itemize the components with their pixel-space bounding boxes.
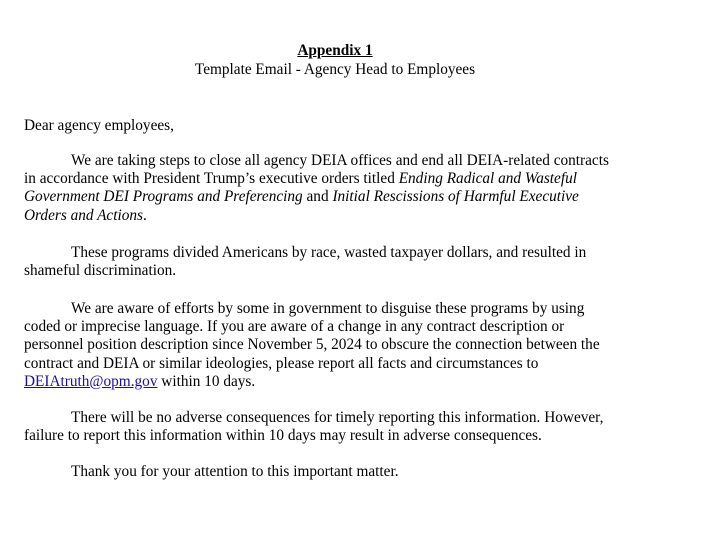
paragraph-line: failure to report this information within 10 days may result in adverse consequences. [24, 427, 542, 445]
paragraph-text: and [302, 188, 333, 206]
paragraph-text: . [142, 206, 147, 224]
paragraph-line [24, 170, 664, 188]
paragraph-consequences [24, 409, 664, 445]
paragraph-line: personnel position description since November 5, 2024 to obscure the connection between the [24, 336, 600, 354]
executive-order-title: Ending Radical and Wasteful [398, 170, 577, 188]
report-email-link[interactable]: DEIAtruth@opm.gov [24, 372, 158, 390]
paragraph-line: contract and DEIA or similar ideologies, please report all facts and circumstances to [24, 354, 539, 372]
paragraph-report-request [24, 300, 664, 391]
paragraph-line: There will be no adverse consequences for timely reporting this information. However, [71, 409, 604, 426]
paragraph-line: coded or imprecise language. If you are aware of a change in any contract description or [24, 318, 565, 336]
paragraph-line: Thank you for your attention to this important matter. [71, 463, 399, 480]
paragraph-line: We are taking steps to close all agency DEIA offices and end all DEIA-related contracts [71, 152, 609, 169]
paragraph-line: We are aware of efforts by some in government to disguise these programs by using [71, 300, 585, 317]
appendix-subtitle: Template Email - Agency Head to Employees [194, 61, 476, 78]
paragraph-line: These programs divided Americans by race, wasted taxpayer dollars, and resulted in [71, 244, 587, 261]
executive-order-title: Initial Rescissions of Harmful Executive [332, 188, 579, 206]
paragraph-text: in accordance with President Trump’s executive orders titled [24, 170, 399, 188]
paragraph-close-offices [24, 152, 664, 225]
paragraph-text: within 10 days. [157, 372, 256, 390]
paragraph-line [24, 188, 664, 206]
paragraph-programs-divided [24, 244, 664, 280]
paragraph-line: shameful discrimination. [24, 262, 177, 280]
paragraph-line [24, 373, 664, 391]
paragraph-line [24, 207, 664, 225]
paragraph-closing [24, 463, 664, 481]
executive-order-title: Orders and Actions [24, 206, 143, 224]
greeting [24, 117, 664, 135]
greeting-text: Dear agency employees, [24, 117, 174, 134]
executive-order-title: Government DEI Programs and Preferencing [24, 188, 303, 206]
appendix-title: Appendix 1 [297, 42, 373, 59]
